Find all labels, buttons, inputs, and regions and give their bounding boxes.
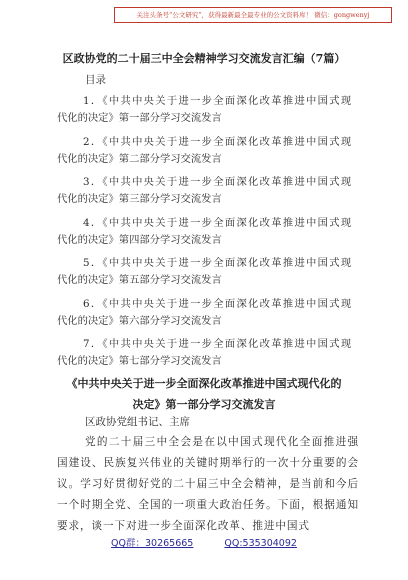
toc-item-line1: 7．《中共中央关于进一步全面深化改革推进中国式现: [83, 338, 353, 350]
toc-item-line2: 代化的决定》第三部分学习交流发言: [57, 193, 222, 205]
toc-item-line2: 代化的决定》第七部分学习交流发言: [57, 355, 222, 367]
toc-item-line2: 代化的决定》第四部分学习交流发言: [57, 233, 222, 246]
toc-item-line1: 5．《中共中央关于进一步全面深化改革推进中国式现: [83, 257, 353, 269]
toc-item-line1: 1．《中共中央关于进一步全面深化改革推进中国式现: [83, 95, 353, 107]
toc-item-line1: 2．《中共中央关于进一步全面深化改革推进中国式现: [83, 135, 353, 148]
toc-item-line1: 4．《中共中央关于进一步全面深化改革推进中国式现: [83, 216, 353, 229]
section-title-line2: 决定》第一部分学习交流发言: [132, 398, 276, 411]
section-title: [0, 373, 408, 415]
footer-contact: [0, 535, 408, 549]
section-title-line1: 《中共中央关于进一步全面深化改革推进中国式现代化的: [66, 377, 342, 390]
qq-group-link[interactable]: QQ群：30265665: [111, 538, 194, 549]
toc-item-line2: 代化的决定》第二部分学习交流发言: [57, 152, 222, 165]
qq-link[interactable]: QQ:535304092: [224, 538, 297, 549]
toc-item-5[interactable]: [57, 255, 357, 296]
toc-item-line1: 6．《中共中央关于进一步全面深化改革推进中国式现: [83, 297, 353, 310]
body-paragraph: 党的二十届三中全会是在以中国式现代化全面推进强国建设、民族复兴伟业的关键时期举行的一次十分重要的会议。学习好贯彻好党的二十届三中全会精神，是当前和今后一个时期全党、全国的一项重大政治任务。下面，根据通知要求，谈一下对进一步全面深化改革、推进中国式: [57, 436, 359, 532]
toc-heading: 目录: [85, 74, 106, 86]
toc-item-2[interactable]: [57, 134, 357, 175]
document-title: 区政协党的二十届三中全会精神学习交流发言汇编（7篇）: [62, 52, 346, 65]
table-of-contents: [57, 93, 357, 377]
toc-item-7[interactable]: [57, 336, 357, 377]
toc-item-3[interactable]: [57, 174, 357, 215]
toc-item-line2: 代化的决定》第六部分学习交流发言: [57, 314, 222, 327]
toc-item-1[interactable]: [57, 93, 357, 134]
promo-banner: 关注头条号“公文研究”，获得最新最全最专业的公文资料库！ 微信：gongwenyj: [114, 7, 392, 23]
toc-item-line2: 代化的决定》第一部分学习交流发言: [57, 112, 222, 124]
toc-item-line1: 3．《中共中央关于进一步全面深化改革推进中国式现: [83, 176, 353, 188]
author-line: 区政协党组书记、主席: [85, 416, 190, 428]
toc-item-line2: 代化的决定》第五部分学习交流发言: [57, 274, 222, 286]
toc-item-6[interactable]: [57, 296, 357, 337]
toc-item-4[interactable]: [57, 215, 357, 256]
